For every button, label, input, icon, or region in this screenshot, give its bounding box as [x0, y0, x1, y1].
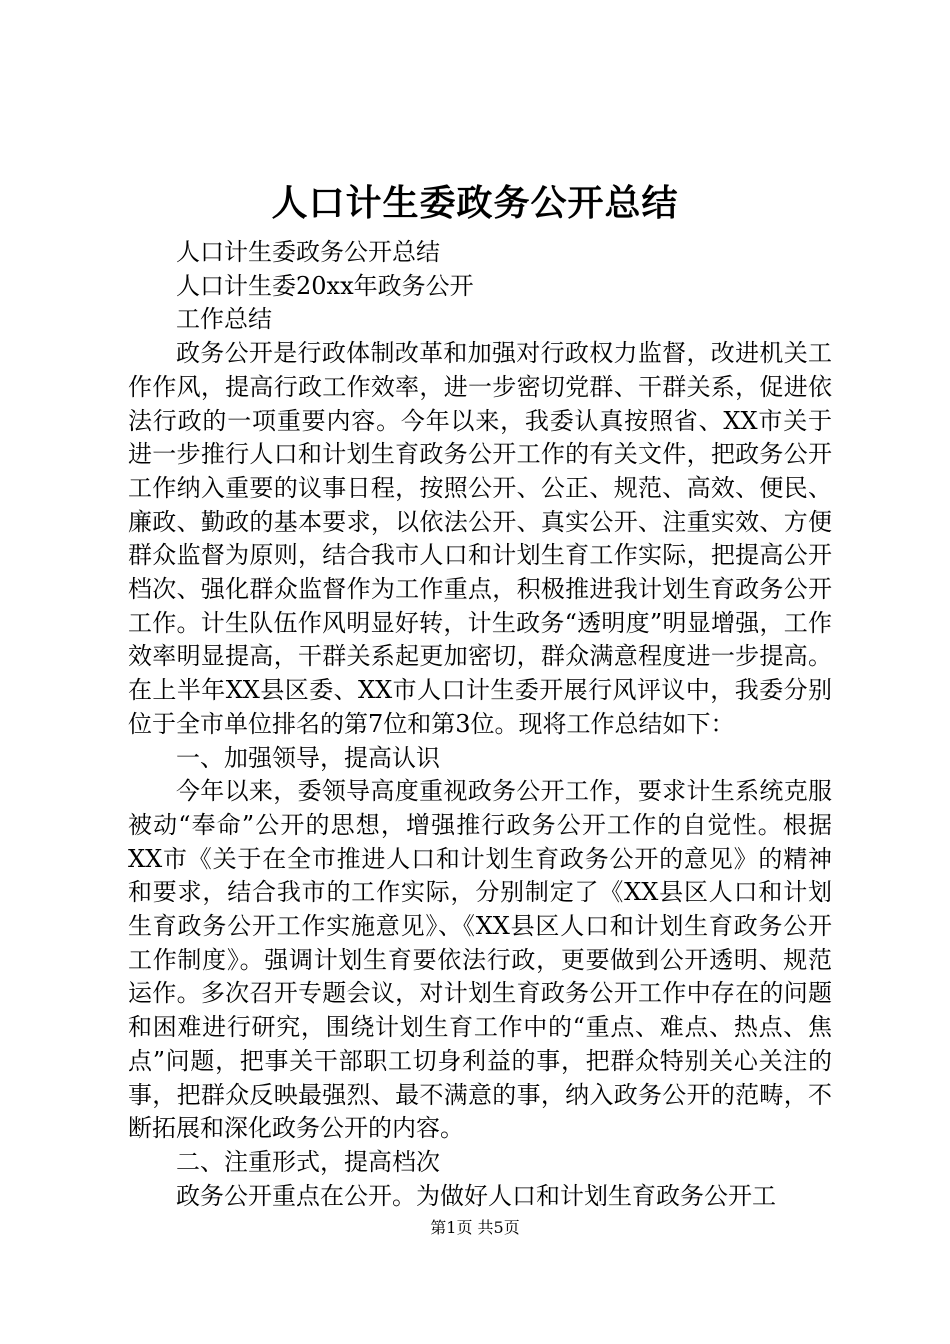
document-body: [128, 236, 832, 1213]
subtitle-line-1: 人口计生委政务公开总结: [176, 238, 440, 266]
subtitle-line-2: 人口计生委20xx年政务公开: [176, 271, 474, 300]
document-title: 人口计生委政务公开总结: [271, 182, 679, 224]
page-footer: 第1页 共5页: [430, 1218, 520, 1237]
section-heading-2: 二、注重形式，提高档次: [176, 1147, 440, 1176]
section-1-paragraph: 今年以来，委领导高度重视政务公开工作，要求计生系统克服被动“奉命”公开的思想，增强推行政务公开工作的自觉性。根据XX市《关于在全市推进人口和计划生育政务公开的意见》的精神和要求，结合我市的工作实际，分别制定了《XX县区人口和计划生育政务公开工作实施意见》、《XX县区人口和计划生育政务公开工作制度》。强调计划生育要依法行政，更要做到公开透明、规范运作。多次召开专题会议，对计划生育政务公开工作中存在的问题和困难进行研究，围绕计划生育工作中的“重点、难点、热点、焦点”问题，把事关干部职工切身利益的事，把群众特别关心关注的事，把群众反映最强烈、最不满意的事，纳入政务公开的范畴，不断拓展和深化政务公开的内容。: [128, 777, 832, 1143]
subtitle-line-3: 工作总结: [176, 305, 272, 334]
section-2-paragraph: 政务公开重点在公开。为做好人口和计划生育政务公开工: [176, 1181, 776, 1210]
section-heading-1: 一、加强领导，提高认识: [176, 743, 440, 772]
intro-paragraph: 政务公开是行政体制改革和加强对行政权力监督，改进机关工作作风，提高行政工作效率，进一步密切党群、干群关系，促进依法行政的一项重要内容。今年以来，我委认真按照省、XX市关于进一步推行人口和计划生育政务公开工作的有关文件，把政务公开工作纳入重要的议事日程，按照公开、公正、规范、高效、便民、廉政、勤政的基本要求，以依法公开、真实公开、注重实效、方便群众监督为原则，结合我市人口和计划生育工作实际，把提高公开档次、强化群众监督作为工作重点，积极推进我计划生育政务公开工作。计生队伍作风明显好转，计生政务“透明度”明显增强，工作效率明显提高，干群关系起更加密切，群众满意程度进一步提高。在上半年XX县区委、XX市人口计生委开展行风评议中，我委分别位于全市单位排名的第7位和第3位。现将工作总结如下：: [128, 339, 832, 738]
